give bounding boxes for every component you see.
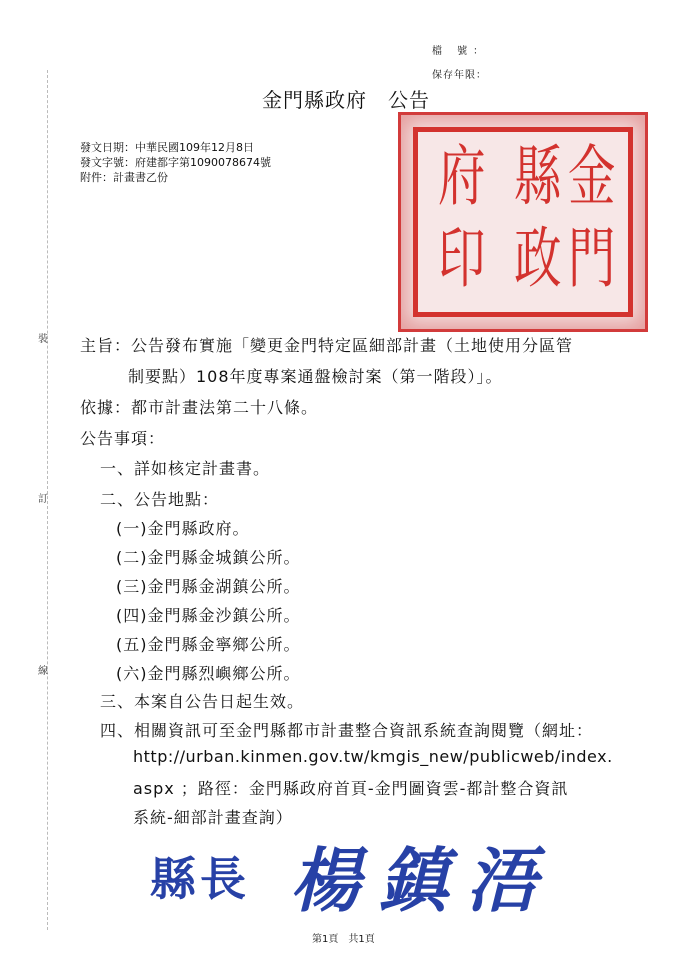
item-1: 一、詳如核定計畫書。 (100, 459, 271, 478)
location-item: (六)金門縣烈嶼鄉公所。 (116, 664, 301, 683)
issue-date: 發文日期：中華民國109年12月8日 (80, 141, 254, 154)
page-title: 金門縣政府 公告 (262, 88, 430, 112)
seal-char: 印 (438, 220, 486, 297)
location-item: (三)金門縣金湖鎮公所。 (116, 577, 301, 596)
page-number: 第1頁 共1頁 (312, 934, 375, 945)
item-4-line-1: 四、相關資訊可至金門縣都市計畫整合資訊系統查詢閱覽（網址： (100, 721, 594, 740)
meta-block (80, 140, 271, 185)
subject-line-1: 主旨：公告發布實施「變更金門特定區細部計畫（土地使用分區管 (80, 336, 574, 355)
binding-char-xian: 線 (38, 666, 48, 677)
location-item: (二)金門縣金城鎮公所。 (116, 548, 301, 567)
binding-char-ding: 訂 (38, 494, 48, 505)
seal-char: 政 (514, 220, 562, 297)
official-seal-stamp (398, 112, 648, 332)
document-number: 發文字號：府建都字第1090078674號 (80, 156, 271, 169)
signature-title: 縣長 (150, 852, 250, 906)
item-4-url-line: http://urban.kinmen.gov.tw/kmgis_new/publicweb/index. (133, 747, 613, 766)
location-item: (一)金門縣政府。 (116, 519, 250, 538)
attachment-note: 附件：計畫書乙份 (80, 171, 168, 184)
seal-char: 門 (568, 220, 616, 297)
item-4-path-line: aspx ；路徑：金門縣政府首頁-金門圖資雲-都計整合資訊 (133, 779, 569, 798)
items-heading: 公告事項： (80, 429, 166, 448)
legal-basis: 依據：都市計畫法第二十八條。 (80, 398, 319, 417)
location-item: (五)金門縣金寧鄉公所。 (116, 635, 301, 654)
subject-line-2: 制要點）108年度專案通盤檢討案（第一階段）」。 (128, 367, 503, 386)
location-item: (四)金門縣金沙鎮公所。 (116, 606, 301, 625)
item-2-heading: 二、公告地點： (100, 490, 220, 509)
item-3: 三、本案自公告日起生效。 (100, 692, 305, 711)
seal-char: 府 (438, 138, 486, 215)
seal-border (413, 127, 633, 317)
magistrate-signature (150, 825, 570, 920)
binding-char-zhuang: 裝 (38, 334, 48, 345)
file-number-label: 檔 號： (432, 46, 490, 57)
seal-char: 金 (568, 138, 616, 215)
retention-label: 保存年限： (432, 70, 487, 81)
signature-name: 楊鎮浯 (290, 839, 554, 922)
item-4-path-line-2: 系統-細部計畫查詢） (133, 808, 293, 827)
seal-char: 縣 (514, 138, 562, 215)
